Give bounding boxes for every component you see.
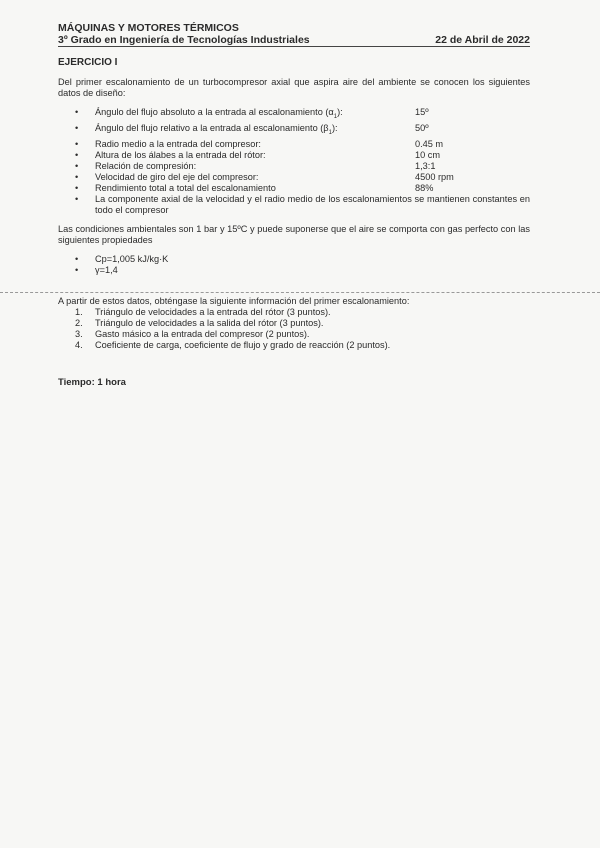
- item-value: 4500 rpm: [415, 171, 454, 182]
- bullet-icon: •: [75, 254, 79, 264]
- item-label: Relación de compresión:: [95, 160, 197, 171]
- exam-time: Tiempo: 1 hora: [58, 377, 126, 388]
- list-item: [75, 194, 530, 216]
- list-item: [75, 254, 530, 265]
- list-item: [75, 265, 530, 276]
- header-rule: [58, 46, 530, 47]
- item-label: Ángulo del flujo absoluto a la entrada al escalonamiento (α: [95, 107, 334, 117]
- list-item: [75, 340, 530, 351]
- item-value: 10 cm: [415, 149, 441, 160]
- list-item: [75, 123, 530, 139]
- task-text: Triángulo de velocidades a la salida del rótor (3 puntos).: [95, 318, 324, 328]
- item-sub: 1: [333, 113, 338, 120]
- intro-paragraph: Del primer escalonamiento de un turbocompresor axial que aspira aire del ambiente se conocen los siguientes datos de diseño:: [58, 77, 530, 98]
- constant-note: La componente axial de la velocidad y el radio medio de los escalonamientos se mantienen constantes en todo el compresor: [95, 193, 530, 215]
- document-header: [58, 22, 530, 46]
- ambient-paragraph: Las condiciones ambientales son 1 bar y 15ºC y puede suponerse que el aire se comporta con gas perfecto con las siguientes propiedades: [58, 224, 530, 245]
- item-value: 0.45 m: [415, 138, 444, 149]
- tasks-intro: A partir de estos datos, obténgase la siguiente información del primer escalonamiento:: [58, 296, 410, 306]
- tasks-list: [75, 307, 530, 351]
- list-item: [75, 329, 530, 340]
- item-label-end: ):: [337, 107, 343, 117]
- subject-title: MÁQUINAS Y MOTORES TÉRMICOS: [58, 22, 239, 34]
- section-divider: [0, 292, 600, 293]
- item-sub: 1: [328, 129, 332, 136]
- task-number: 4.: [75, 340, 83, 350]
- exercise-title: EJERCICIO I: [58, 57, 118, 68]
- design-data-list: [75, 107, 530, 216]
- task-number: 1.: [75, 307, 83, 317]
- list-item: [75, 172, 530, 183]
- list-item: [75, 139, 530, 150]
- bullet-icon: •: [75, 265, 79, 275]
- task-number: 2.: [75, 318, 83, 328]
- bullet-icon: •: [75, 107, 79, 117]
- bullet-icon: •: [75, 122, 79, 133]
- item-label-end: ):: [331, 122, 338, 133]
- item-label: Ángulo del flujo relativo a la entrada al escalonamiento (β: [95, 122, 329, 133]
- properties-list: [75, 254, 530, 276]
- exam-date: 22 de Abril de 2022: [435, 34, 530, 46]
- item-value: 15º: [415, 107, 429, 117]
- degree-name: 3º Grado en Ingeniería de Tecnologías Industriales: [58, 34, 310, 46]
- bullet-icon: •: [75, 171, 79, 182]
- list-item: [75, 150, 530, 161]
- task-number: 3.: [75, 329, 83, 339]
- property-gamma: γ=1,4: [95, 265, 118, 275]
- item-label: Radio medio a la entrada del compresor:: [95, 138, 261, 149]
- property-cp: Cp=1,005 kJ/kg·K: [95, 254, 169, 264]
- bullet-icon: •: [75, 182, 79, 193]
- list-item: [75, 318, 530, 329]
- bullet-icon: •: [75, 160, 79, 171]
- item-value: 50º: [415, 122, 429, 133]
- item-value: 88%: [415, 182, 434, 193]
- list-item: [75, 183, 530, 194]
- task-text: Gasto másico a la entrada del compresor (2 puntos).: [95, 329, 310, 339]
- task-text: Coeficiente de carga, coeficiente de flujo y grado de reacción (2 puntos).: [95, 340, 391, 350]
- bullet-icon: •: [75, 149, 79, 160]
- item-label: Altura de los álabes a la entrada del rótor:: [95, 149, 266, 160]
- list-item: [75, 107, 530, 123]
- item-value: 1,3:1: [415, 160, 436, 171]
- item-label: Velocidad de giro del eje del compresor:: [95, 171, 259, 182]
- task-text: Triángulo de velocidades a la entrada del rótor (3 puntos).: [95, 307, 331, 317]
- bullet-icon: •: [75, 193, 79, 204]
- list-item: [75, 161, 530, 172]
- item-label: Rendimiento total a total del escalonamiento: [95, 182, 276, 193]
- bullet-icon: •: [75, 138, 79, 149]
- list-item: [75, 307, 530, 318]
